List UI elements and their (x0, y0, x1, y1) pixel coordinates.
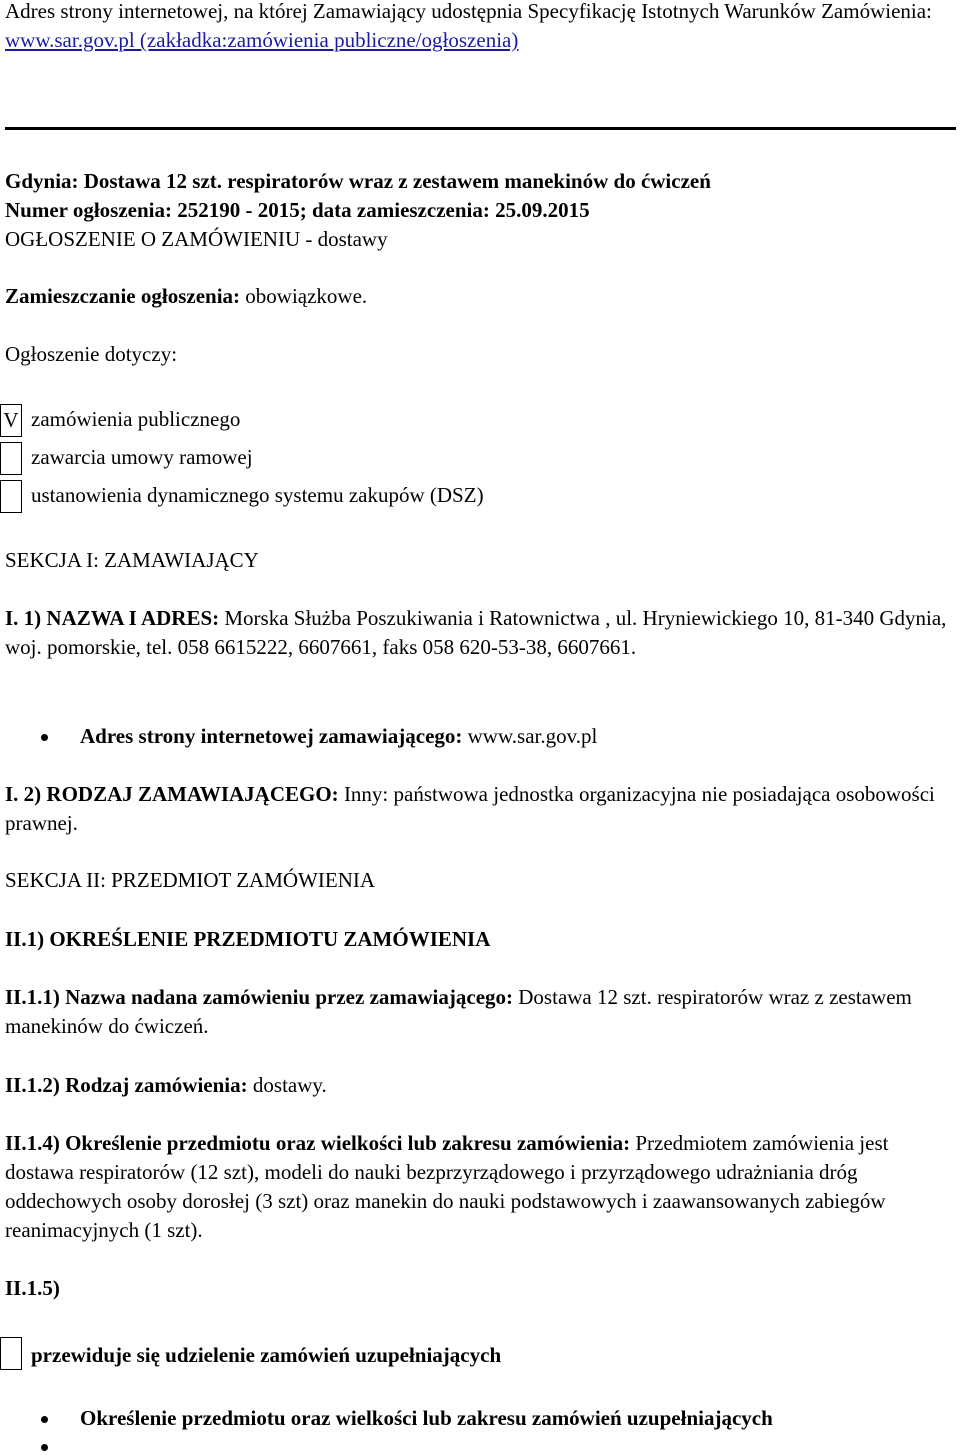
section1-kind: I. 2) RODZAJ ZAMAWIAJĄCEGO: Inny: państwowa jednostka organizacyjna nie posiadająca osobowości prawnej. (5, 782, 935, 835)
supplementary-detail: Określenie przedmiotu oraz wielkości lub zakresu zamówień uzupełniających (80, 1406, 773, 1430)
checkbox-label-framework: zawarcia umowy ramowej (31, 445, 253, 469)
checkbox-framework[interactable] (0, 442, 22, 475)
notice-type: OGŁOSZENIE O ZAMÓWIENIU - dostawy (5, 227, 388, 251)
section2-item5: II.1.5) (5, 1276, 60, 1300)
section2-description: II.1.4) Określenie przedmiotu oraz wielkości lub zakresu zamówienia: Przedmiotem zamówienia jest dostawa respiratorów (12 szt), modeli do nauki bezprzyrządowego i przyrządowego udrażniania dróg oddechowych osoby dorosłej (3 szt) oraz manekin do nauki podstawowych i zaawansowanych zabiegów reanimacyjnych (1 szt). (5, 1131, 889, 1242)
bullet (41, 1444, 48, 1451)
placement-line: Zamieszczanie ogłoszenia: obowiązkowe. (5, 284, 368, 308)
checkbox-label-dsz: ustanowienia dynamicznego systemu zakupów (DSZ) (31, 483, 484, 507)
section1-website: Adres strony internetowej zamawiającego: www.sar.gov.pl (80, 724, 598, 748)
bullet (41, 734, 48, 741)
checkbox-dsz[interactable] (0, 480, 22, 513)
section2-subheading: II.1) OKREŚLENIE PRZEDMIOTU ZAMÓWIENIA (5, 927, 491, 951)
website-link[interactable]: www.sar.gov.pl (467, 724, 598, 748)
notice-title: Gdynia: Dostawa 12 szt. respiratorów wraz z zestawem manekinów do ćwiczeń (5, 169, 711, 193)
section2-order-kind: II.1.2) Rodzaj zamówienia: dostawy. (5, 1073, 327, 1097)
concerns-label: Ogłoszenie dotyczy: (5, 342, 178, 366)
checkbox-supplementary[interactable] (0, 1337, 22, 1370)
section2-heading: SEKCJA II: PRZEDMIOT ZAMÓWIENIA (5, 868, 376, 892)
bullet (41, 1416, 48, 1423)
header-text: Adres strony internetowej, na której Zamawiający udostępnia Specyfikację Istotnych Warunków Zamówienia: www.sar.gov.pl (zakładka:zamówienia publiczne/ogłoszenia) (5, 0, 932, 52)
siwz-link[interactable]: www.sar.gov.pl (zakładka:zamówienia publiczne/ogłoszenia) (5, 28, 519, 52)
section1-heading: SEKCJA I: ZAMAWIAJĄCY (5, 548, 259, 572)
checkbox-label-public-order: zamówienia publicznego (31, 407, 241, 431)
checkbox-label-supplementary: przewiduje się udzielenie zamówień uzupełniających (31, 1343, 502, 1367)
section2-order-name: II.1.1) Nazwa nadana zamówieniu przez zamawiającego: Dostawa 12 szt. respiratorów wraz z zestawem manekinów do ćwiczeń. (5, 985, 912, 1038)
divider (5, 127, 956, 130)
notice-number: Numer ogłoszenia: 252190 - 2015; data zamieszczenia: 25.09.2015 (5, 198, 590, 222)
section1-name-address: I. 1) NAZWA I ADRES: Morska Służba Poszukiwania i Ratownictwa , ul. Hryniewickiego 10, 81-340 Gdynia, woj. pomorskie, tel. 058 6615222, 6607661, faks 058 620-53-38, 6607661. (5, 606, 947, 659)
checkbox-public-order[interactable]: V (0, 404, 22, 437)
